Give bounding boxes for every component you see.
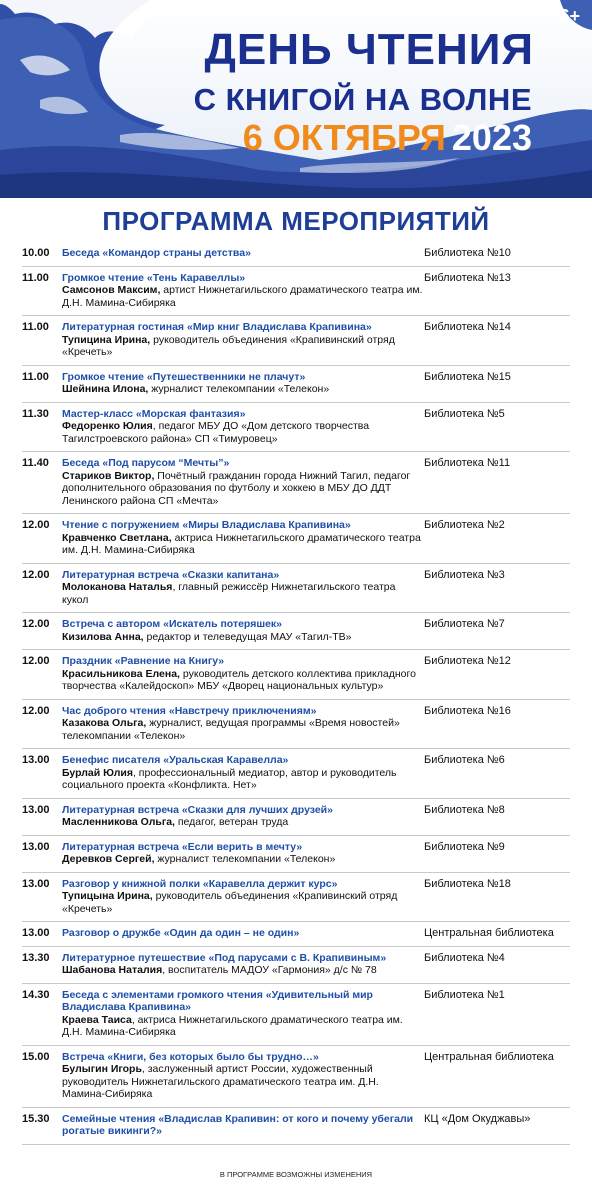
- event-time: 12.00: [22, 655, 50, 667]
- schedule-row: [22, 316, 570, 366]
- event-time: 12.00: [22, 568, 50, 581]
- event-name: Разговор у книжной полки «Каравелла держит курс»: [62, 877, 338, 890]
- host-description: , профессиональный медиатор, автор и руководитель социального проекта «Конфликта. Нет»: [62, 766, 397, 791]
- event-host: [62, 470, 424, 508]
- event-venue: Библиотека №9: [424, 840, 505, 853]
- event-details: [62, 1113, 424, 1138]
- age-rating-badge: 6+: [559, 6, 580, 26]
- host-name: Стариков Виктор,: [62, 469, 155, 482]
- event-name: Литературная встреча «Сказки для лучших друзей»: [62, 803, 333, 816]
- schedule-row: [22, 836, 570, 873]
- event-host: [62, 853, 424, 866]
- event-details: [62, 247, 424, 260]
- event-details: [62, 841, 424, 866]
- event-name: Встреча с автором «Искатель потеряшек»: [62, 618, 283, 630]
- event-time: 15.00: [22, 1050, 50, 1063]
- schedule-row: [22, 873, 570, 923]
- event-name: Встреча «Книги, без которых было бы трудно…»: [62, 1050, 319, 1063]
- event-host: [62, 581, 424, 606]
- event-venue: Библиотека №18: [424, 877, 511, 890]
- event-host: [62, 284, 424, 309]
- event-venue: Библиотека №1: [424, 988, 505, 1001]
- event-venue: Библиотека №16: [424, 704, 511, 717]
- host-description: журналист телекомпании «Телекон»: [148, 383, 330, 395]
- schedule-list: [22, 242, 570, 1145]
- event-host: [62, 420, 424, 445]
- host-description: руководитель детского коллектива прикладного творчества «Калейдоскоп» МБУ «Дворец национальных культур»: [62, 667, 416, 692]
- event-name: Громкое чтение «Тень Каравеллы»: [62, 271, 246, 284]
- event-venue: КЦ «Дом Окуджавы»: [424, 1112, 531, 1125]
- host-description: руководитель объединения «Крапивинский отряд «Кречеть»: [62, 333, 395, 358]
- event-details: [62, 618, 424, 643]
- program-title: ПРОГРАММА МЕРОПРИЯТИЙ: [102, 206, 490, 236]
- event-time: 11.00: [22, 271, 49, 284]
- host-description: педагог, ветеран труда: [174, 816, 289, 828]
- event-name: Литературная встреча «Сказки капитана»: [62, 568, 280, 581]
- schedule-row: [22, 984, 570, 1046]
- event-host: [62, 717, 424, 742]
- event-venue: Библиотека №14: [424, 321, 511, 333]
- schedule-row: [22, 514, 570, 564]
- schedule-row: [22, 1046, 570, 1108]
- event-name: Беседа «Под парусом “Мечты”»: [62, 457, 230, 469]
- event-venue: Библиотека №10: [424, 247, 511, 259]
- event-details: [62, 655, 424, 693]
- year-text: 2023: [451, 117, 532, 158]
- header-banner: [0, 0, 592, 198]
- event-details: [62, 371, 424, 396]
- event-details: [62, 927, 424, 940]
- event-time: 13.00: [22, 840, 50, 853]
- event-host: [62, 532, 424, 557]
- footer-note: В ПРОГРАММЕ ВОЗМОЖНЫ ИЗМЕНЕНИЯ: [219, 1170, 373, 1179]
- event-host: [62, 767, 424, 792]
- event-time: 11.40: [22, 457, 49, 469]
- event-host: [62, 1063, 424, 1101]
- event-venue: Библиотека №15: [424, 370, 511, 383]
- event-time: 10.00: [22, 247, 50, 259]
- event-venue: Библиотека №2: [424, 519, 505, 531]
- event-time: 15.30: [22, 1112, 50, 1125]
- event-host: [62, 334, 424, 359]
- host-name: Красильникова Елена,: [62, 667, 180, 680]
- event-host: [62, 816, 424, 829]
- event-name: Литературная гостиная «Мир книг Владислава Крапивина»: [62, 321, 372, 333]
- event-time: 11.00: [22, 370, 49, 383]
- host-name: Масленникова Ольга,: [62, 816, 175, 828]
- event-venue: Центральная библиотека: [424, 1050, 554, 1063]
- event-venue: Библиотека №7: [424, 618, 505, 630]
- event-name: Литературное путешествие «Под парусами с В. Крапивиным»: [62, 951, 387, 964]
- host-description: , актриса Нижнетагильского драматического театра им. Д.Н. Мамина-Сибиряка: [62, 1013, 403, 1038]
- date-text: 6 ОКТЯБРЯ: [242, 117, 446, 158]
- host-name: Самсонов Максим,: [62, 284, 161, 296]
- schedule-row: [22, 242, 570, 267]
- host-description: , педагог МБУ ДО «Дом детского творчества Тагилстроевского района» СП «Тимуровец»: [62, 420, 370, 445]
- event-time: 14.30: [22, 988, 50, 1001]
- event-details: [62, 705, 424, 743]
- event-details: [62, 569, 424, 607]
- event-time: 12.00: [22, 618, 50, 630]
- event-details: [62, 952, 424, 977]
- host-description: артист Нижнетагильского драматического театра им. Д.Н. Мамина-Сибиряка: [62, 284, 423, 309]
- event-details: [62, 878, 424, 916]
- event-name: Беседа «Командор страны детства»: [62, 247, 251, 259]
- event-host: [62, 668, 424, 693]
- event-time: 12.00: [22, 519, 50, 531]
- event-name: Семейные чтения «Владислав Крапивин: от кого и почему убегали рогатые викинги?»: [62, 1112, 414, 1137]
- event-time: 13.00: [22, 927, 50, 939]
- host-name: Молоканова Наталья: [62, 581, 173, 593]
- event-time: 11.30: [22, 407, 49, 420]
- event-details: [62, 457, 424, 507]
- host-name: Шейнина Илона,: [62, 383, 149, 395]
- schedule-row: [22, 403, 570, 453]
- host-name: Бурлай Юлия: [62, 766, 133, 779]
- event-venue: Библиотека №8: [424, 803, 505, 816]
- event-venue: Библиотека №5: [424, 407, 505, 420]
- host-description: редактор и телеведущая МАУ «Тагил-ТВ»: [143, 630, 352, 643]
- host-description: журналист, ведущая программы «Время новостей» телекомпании «Телекон»: [62, 717, 400, 742]
- event-time: 13.00: [22, 803, 50, 816]
- event-subtitle: С КНИГОЙ НА ВОЛНЕ: [193, 82, 532, 117]
- event-host: [62, 631, 424, 644]
- event-time: 13.00: [22, 877, 50, 890]
- host-name: Кизилова Анна,: [62, 630, 144, 643]
- host-name: Федоренко Юлия: [62, 420, 153, 432]
- schedule-row: [22, 799, 570, 836]
- event-title: ДЕНЬ ЧТЕНИЯ: [204, 25, 534, 74]
- event-details: [62, 989, 424, 1039]
- event-name: Беседа с элементами громкого чтения «Удивительный мир Владислава Крапивина»: [62, 988, 373, 1013]
- event-venue: Библиотека №12: [424, 655, 511, 667]
- host-name: Казакова Ольга,: [62, 717, 147, 729]
- event-details: [62, 754, 424, 792]
- host-description: руководитель объединения «Крапивинский отряд «Кречеть»: [62, 890, 398, 915]
- schedule-row: [22, 613, 570, 650]
- schedule-row: [22, 650, 570, 700]
- event-host: [62, 383, 424, 396]
- schedule-row: [22, 1108, 570, 1145]
- event-details: [62, 519, 424, 557]
- event-name: Чтение с погружением «Миры Владислава Крапивина»: [62, 519, 351, 531]
- host-description: актриса Нижнетагильского драматического театра им. Д.Н. Мамина-Сибиряка: [62, 531, 421, 556]
- schedule-row: [22, 749, 570, 799]
- host-description: Почётный гражданин города Нижний Тагил, педагог дополнительного образования по футболу и хоккею в МБУ ДО ДДТ Ленинского района СП «Мечта»: [62, 469, 411, 507]
- event-venue: Центральная библиотека: [424, 927, 554, 939]
- event-venue: Библиотека №4: [424, 951, 505, 964]
- event-host: [62, 1014, 424, 1039]
- schedule-row: [22, 366, 570, 403]
- schedule-row: [22, 452, 570, 514]
- event-venue: Библиотека №11: [424, 457, 511, 469]
- schedule-row: [22, 922, 570, 947]
- event-venue: Библиотека №3: [424, 568, 505, 581]
- schedule-row: [22, 947, 570, 984]
- event-name: Бенефис писателя «Уральская Каравелла»: [62, 754, 289, 766]
- event-details: [62, 321, 424, 359]
- event-time: 13.00: [22, 754, 50, 766]
- event-name: Праздник «Равнение на Книгу»: [62, 655, 225, 667]
- event-details: [62, 804, 424, 829]
- event-name: Мастер-класс «Морская фантазия»: [62, 407, 246, 420]
- host-name: Краева Таиса: [62, 1013, 132, 1026]
- event-date: [242, 117, 532, 158]
- event-details: [62, 1051, 424, 1101]
- host-description: , воспитатель МАДОУ «Гармония» д/с № 78: [162, 964, 377, 976]
- event-name: Разговор о дружбе «Один да один – не один»: [62, 927, 300, 939]
- host-name: Тупицына Ирина,: [62, 890, 153, 902]
- host-name: Тупицина Ирина,: [62, 333, 151, 346]
- event-venue: Библиотека №6: [424, 754, 505, 766]
- host-name: Булыгин Игорь: [62, 1063, 142, 1075]
- event-time: 13.30: [22, 951, 50, 964]
- event-name: Литературная встреча «Если верить в мечту»: [62, 840, 303, 853]
- event-name: Час доброго чтения «Навстречу приключениям»: [62, 704, 317, 717]
- event-time: 12.00: [22, 704, 50, 717]
- event-time: 11.00: [22, 321, 49, 333]
- schedule-row: [22, 564, 570, 614]
- host-name: Кравченко Светлана,: [62, 531, 172, 544]
- event-host: [62, 964, 424, 977]
- event-host: [62, 890, 424, 915]
- schedule-row: [22, 700, 570, 750]
- host-name: Деревков Сергей,: [62, 853, 155, 865]
- event-name: Громкое чтение «Путешественники не плачут»: [62, 370, 306, 383]
- event-details: [62, 408, 424, 446]
- host-name: Шабанова Наталия: [62, 964, 163, 976]
- host-description: журналист телекомпании «Телекон»: [154, 853, 336, 865]
- schedule-row: [22, 267, 570, 317]
- host-description: , заслуженный артист России, художественный руководитель Нижнетагильского драматического театра им. Д.Н. Мамина-Сибиряка: [62, 1063, 379, 1100]
- event-venue: Библиотека №13: [424, 271, 511, 284]
- host-description: , главный режиссёр Нижнетагильского театра кукол: [62, 581, 396, 606]
- event-details: [62, 272, 424, 310]
